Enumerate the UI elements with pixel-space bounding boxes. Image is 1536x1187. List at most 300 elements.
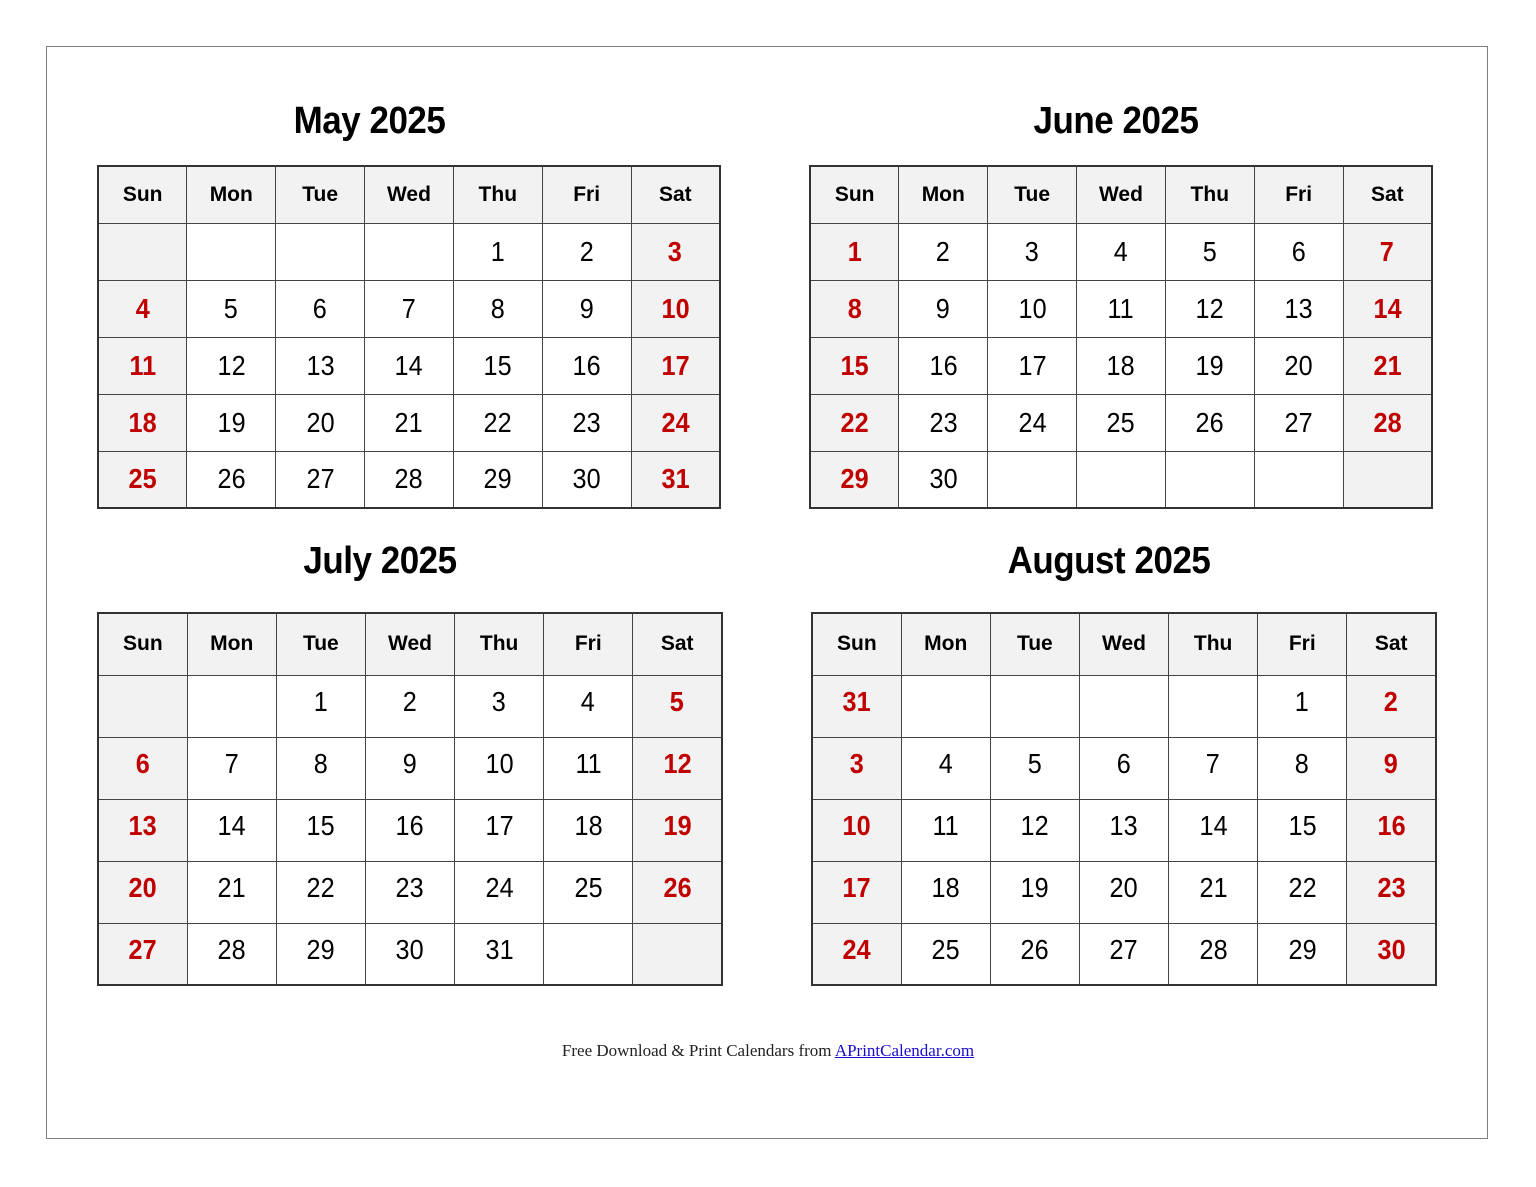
day-cell	[633, 861, 722, 923]
month-title: May 2025	[293, 100, 446, 142]
day-cell	[187, 337, 276, 394]
day-cell	[187, 394, 276, 451]
week-row	[812, 923, 1436, 985]
day-number: 24	[842, 933, 871, 965]
day-cell	[276, 337, 365, 394]
day-number: 29	[1288, 933, 1317, 965]
day-number: 12	[663, 747, 692, 779]
weekday-header-thu: Thu	[1169, 613, 1258, 675]
day-cell	[1079, 799, 1168, 861]
day-number: 2	[402, 685, 418, 717]
day-cell	[1077, 223, 1166, 280]
empty-day-cell	[901, 675, 990, 737]
day-number: 18	[128, 406, 157, 438]
day-cell	[1079, 737, 1168, 799]
weekday-header-tue: Tue	[276, 166, 365, 223]
day-number: 1	[1295, 685, 1310, 717]
day-cell	[1165, 337, 1254, 394]
day-cell	[542, 337, 631, 394]
day-cell	[365, 799, 454, 861]
day-number: 21	[217, 871, 246, 903]
day-number: 1	[490, 235, 505, 267]
day-number: 14	[217, 809, 246, 841]
day-cell	[542, 280, 631, 337]
day-number: 24	[1018, 406, 1047, 438]
weekday-header-sat: Sat	[1343, 166, 1432, 223]
day-cell	[990, 861, 1079, 923]
day-cell	[812, 675, 901, 737]
day-cell	[1258, 861, 1347, 923]
day-cell	[1254, 394, 1343, 451]
day-number: 2	[579, 235, 594, 267]
calendar-grid	[809, 165, 1433, 509]
footer	[0, 1041, 1536, 1061]
weekday-header-mon: Mon	[187, 166, 276, 223]
weekday-header-fri: Fri	[542, 166, 631, 223]
day-cell	[1254, 223, 1343, 280]
day-cell	[810, 223, 899, 280]
day-cell	[1077, 337, 1166, 394]
day-cell	[455, 861, 544, 923]
day-number: 12	[1195, 292, 1224, 324]
day-number: 21	[1373, 349, 1402, 381]
day-number: 18	[574, 809, 603, 841]
day-number: 22	[1288, 871, 1317, 903]
day-number: 13	[1109, 809, 1139, 841]
day-number: 9	[1384, 747, 1399, 779]
day-cell	[1343, 394, 1432, 451]
day-cell	[1165, 280, 1254, 337]
day-cell	[453, 394, 542, 451]
day-number: 30	[929, 463, 958, 495]
day-number: 17	[485, 809, 514, 841]
day-number: 9	[936, 292, 951, 324]
day-number: 23	[572, 406, 601, 438]
day-number: 20	[1109, 871, 1139, 903]
day-number: 14	[1199, 809, 1228, 841]
weekday-header-thu: Thu	[453, 166, 542, 223]
day-cell	[1254, 337, 1343, 394]
day-number: 27	[128, 933, 157, 965]
day-number: 9	[579, 292, 594, 324]
day-cell	[187, 861, 276, 923]
day-number: 28	[1373, 406, 1402, 438]
day-number: 1	[847, 235, 862, 267]
day-number: 29	[483, 463, 512, 495]
day-number: 3	[1025, 235, 1040, 267]
day-cell	[899, 280, 988, 337]
day-number: 20	[306, 406, 335, 438]
day-cell	[631, 394, 720, 451]
weekday-header-tue: Tue	[990, 613, 1079, 675]
day-cell	[187, 923, 276, 985]
day-number: 17	[842, 871, 871, 903]
day-cell	[633, 737, 722, 799]
day-cell	[276, 280, 365, 337]
day-cell	[1258, 799, 1347, 861]
day-cell	[365, 337, 454, 394]
day-cell	[633, 675, 722, 737]
day-number: 15	[840, 349, 869, 381]
day-number: 30	[1377, 933, 1406, 965]
month-title: August 2025	[1007, 540, 1211, 582]
day-number: 20	[1284, 349, 1313, 381]
day-number: 15	[1288, 809, 1317, 841]
month-title: June 2025	[1033, 100, 1199, 142]
day-cell	[453, 280, 542, 337]
day-number: 30	[395, 933, 425, 965]
day-cell	[365, 394, 454, 451]
day-number: 4	[135, 292, 150, 324]
day-number: 7	[224, 747, 239, 779]
day-number: 5	[1202, 235, 1217, 267]
weekday-header-thu: Thu	[1165, 166, 1254, 223]
day-number: 18	[931, 871, 960, 903]
day-cell	[631, 223, 720, 280]
empty-day-cell	[1077, 451, 1166, 508]
day-number: 10	[661, 292, 690, 324]
day-cell	[1347, 799, 1436, 861]
day-cell	[544, 861, 633, 923]
weekday-header-sun: Sun	[812, 613, 901, 675]
empty-day-cell	[1169, 675, 1258, 737]
day-number: 13	[1284, 292, 1313, 324]
empty-day-cell	[633, 923, 722, 985]
week-row	[98, 337, 720, 394]
day-number: 26	[1195, 406, 1224, 438]
week-row	[810, 451, 1432, 508]
day-cell	[542, 223, 631, 280]
day-cell	[276, 451, 365, 508]
day-cell	[1169, 861, 1258, 923]
day-number: 25	[1106, 406, 1135, 438]
weekday-header-row	[98, 166, 720, 223]
day-cell	[631, 337, 720, 394]
day-number: 15	[306, 809, 335, 841]
day-number: 4	[581, 685, 596, 717]
day-number: 12	[1020, 809, 1049, 841]
week-row	[98, 861, 722, 923]
day-number: 10	[485, 747, 514, 779]
day-number: 28	[217, 933, 246, 965]
day-cell	[1347, 675, 1436, 737]
day-cell	[1258, 675, 1347, 737]
weekday-header-wed: Wed	[365, 613, 454, 675]
weekday-header-fri: Fri	[1258, 613, 1347, 675]
day-number: 11	[575, 747, 602, 779]
day-cell	[988, 280, 1077, 337]
day-number: 8	[490, 292, 505, 324]
day-cell	[1079, 861, 1168, 923]
day-cell	[1077, 394, 1166, 451]
day-number: 5	[1027, 747, 1042, 779]
day-number: 2	[936, 235, 951, 267]
week-row	[98, 394, 720, 451]
day-cell	[812, 923, 901, 985]
day-number: 3	[849, 747, 864, 779]
day-cell	[990, 799, 1079, 861]
day-cell	[453, 337, 542, 394]
day-cell	[365, 737, 454, 799]
day-cell	[276, 394, 365, 451]
day-number: 31	[842, 685, 871, 717]
day-cell	[1343, 280, 1432, 337]
weekday-header-sat: Sat	[1347, 613, 1436, 675]
day-cell	[365, 451, 454, 508]
day-cell	[810, 394, 899, 451]
day-number: 22	[483, 406, 512, 438]
empty-day-cell	[988, 451, 1077, 508]
week-row	[812, 675, 1436, 737]
day-number: 16	[395, 809, 425, 841]
footer-text: Free Download & Print Calendars from	[561, 1041, 835, 1060]
day-cell	[901, 923, 990, 985]
day-cell	[1079, 923, 1168, 985]
day-cell	[1343, 337, 1432, 394]
day-number: 23	[929, 406, 958, 438]
weekday-header-row	[812, 613, 1436, 675]
day-cell	[899, 223, 988, 280]
day-cell	[1254, 280, 1343, 337]
day-number: 14	[394, 349, 423, 381]
day-number: 25	[574, 871, 603, 903]
empty-day-cell	[1343, 451, 1432, 508]
weekday-header-sun: Sun	[98, 166, 187, 223]
day-number: 1	[313, 685, 328, 717]
day-cell	[276, 923, 365, 985]
day-number: 18	[1106, 349, 1135, 381]
calendar-grid	[97, 165, 721, 509]
day-cell	[810, 280, 899, 337]
day-cell	[365, 923, 454, 985]
day-number: 5	[224, 292, 239, 324]
day-cell	[98, 337, 187, 394]
weekday-header-sat: Sat	[631, 166, 720, 223]
day-number: 7	[1380, 235, 1395, 267]
empty-day-cell	[1079, 675, 1168, 737]
day-number: 24	[661, 406, 690, 438]
day-number: 13	[128, 809, 157, 841]
day-number: 8	[847, 292, 862, 324]
day-cell	[187, 280, 276, 337]
day-number: 17	[661, 349, 690, 381]
week-row	[810, 394, 1432, 451]
day-number: 7	[401, 292, 416, 324]
day-number: 4	[1113, 235, 1128, 267]
day-number: 26	[1020, 933, 1049, 965]
day-cell	[98, 394, 187, 451]
day-cell	[810, 337, 899, 394]
weekday-header-thu: Thu	[455, 613, 544, 675]
day-number: 25	[128, 463, 157, 495]
day-cell	[276, 799, 365, 861]
day-number: 19	[217, 406, 246, 438]
day-number: 19	[663, 809, 692, 841]
week-row	[98, 737, 722, 799]
day-cell	[544, 799, 633, 861]
weekday-header-fri: Fri	[544, 613, 633, 675]
empty-day-cell	[1254, 451, 1343, 508]
day-number: 14	[1373, 292, 1402, 324]
day-cell	[1165, 394, 1254, 451]
day-cell	[812, 799, 901, 861]
weekday-header-mon: Mon	[187, 613, 276, 675]
day-cell	[990, 923, 1079, 985]
week-row	[98, 923, 722, 985]
day-number: 11	[1107, 292, 1135, 324]
day-number: 23	[1377, 871, 1406, 903]
day-cell	[899, 337, 988, 394]
day-number: 12	[217, 349, 246, 381]
day-number: 31	[485, 933, 514, 965]
week-row	[98, 280, 720, 337]
day-cell	[988, 394, 1077, 451]
day-number: 11	[129, 349, 156, 381]
weekday-header-sun: Sun	[98, 613, 187, 675]
day-cell	[98, 923, 187, 985]
week-row	[98, 451, 720, 508]
day-cell	[1343, 223, 1432, 280]
website-link[interactable]: APrintCalendar.com	[834, 1041, 975, 1060]
day-cell	[187, 737, 276, 799]
month-title: July 2025	[303, 540, 457, 582]
day-cell	[899, 451, 988, 508]
day-cell	[544, 675, 633, 737]
day-number: 22	[840, 406, 869, 438]
day-cell	[365, 280, 454, 337]
calendar-grid	[97, 612, 723, 986]
day-number: 6	[1116, 747, 1132, 779]
day-cell	[542, 451, 631, 508]
empty-day-cell	[276, 223, 365, 280]
day-cell	[455, 799, 544, 861]
day-cell	[187, 799, 276, 861]
day-cell	[901, 737, 990, 799]
weekday-header-row	[98, 613, 722, 675]
day-cell	[1165, 223, 1254, 280]
day-cell	[276, 675, 365, 737]
day-number: 27	[1109, 933, 1139, 965]
weekday-header-row	[810, 166, 1432, 223]
day-cell	[631, 451, 720, 508]
day-cell	[901, 799, 990, 861]
day-cell	[1347, 737, 1436, 799]
day-number: 27	[1284, 406, 1313, 438]
day-cell	[98, 451, 187, 508]
day-number: 9	[402, 747, 418, 779]
day-number: 16	[1377, 809, 1406, 841]
day-cell	[988, 337, 1077, 394]
day-number: 28	[394, 463, 423, 495]
day-number: 19	[1195, 349, 1224, 381]
day-number: 4	[938, 747, 953, 779]
day-cell	[455, 923, 544, 985]
day-number: 27	[306, 463, 335, 495]
day-cell	[1347, 861, 1436, 923]
weekday-header-wed: Wed	[365, 166, 454, 223]
week-row	[98, 223, 720, 280]
day-cell	[453, 451, 542, 508]
week-row	[812, 799, 1436, 861]
empty-day-cell	[98, 675, 187, 737]
day-cell	[455, 675, 544, 737]
day-cell	[365, 861, 454, 923]
day-number: 30	[572, 463, 601, 495]
empty-day-cell	[365, 223, 454, 280]
day-number: 5	[670, 685, 685, 717]
weekday-header-sun: Sun	[810, 166, 899, 223]
day-number: 10	[1018, 292, 1047, 324]
day-number: 6	[313, 292, 328, 324]
day-number: 17	[1018, 349, 1047, 381]
day-cell	[988, 223, 1077, 280]
day-number: 20	[128, 871, 157, 903]
day-number: 8	[1295, 747, 1310, 779]
empty-day-cell	[990, 675, 1079, 737]
weekday-header-tue: Tue	[988, 166, 1077, 223]
day-number: 3	[668, 235, 683, 267]
day-cell	[98, 280, 187, 337]
day-cell	[453, 223, 542, 280]
day-number: 3	[492, 685, 507, 717]
day-number: 25	[931, 933, 960, 965]
day-cell	[810, 451, 899, 508]
week-row	[810, 223, 1432, 280]
day-number: 7	[1206, 747, 1221, 779]
day-cell	[1169, 737, 1258, 799]
day-number: 6	[135, 747, 150, 779]
weekday-header-sat: Sat	[633, 613, 722, 675]
week-row	[812, 861, 1436, 923]
day-number: 13	[306, 349, 335, 381]
day-cell	[1347, 923, 1436, 985]
empty-day-cell	[98, 223, 187, 280]
weekday-header-wed: Wed	[1079, 613, 1168, 675]
day-number: 21	[1199, 871, 1228, 903]
week-row	[810, 280, 1432, 337]
day-cell	[1169, 799, 1258, 861]
day-number: 23	[395, 871, 425, 903]
day-number: 19	[1020, 871, 1049, 903]
day-cell	[1258, 737, 1347, 799]
day-cell	[1077, 280, 1166, 337]
day-cell	[990, 737, 1079, 799]
day-number: 26	[217, 463, 246, 495]
day-cell	[1258, 923, 1347, 985]
day-number: 29	[840, 463, 869, 495]
day-number: 15	[483, 349, 512, 381]
day-cell	[631, 280, 720, 337]
day-cell	[899, 394, 988, 451]
day-cell	[455, 737, 544, 799]
empty-day-cell	[544, 923, 633, 985]
day-cell	[98, 861, 187, 923]
day-number: 24	[485, 871, 514, 903]
day-cell	[901, 861, 990, 923]
day-cell	[98, 799, 187, 861]
day-number: 16	[572, 349, 601, 381]
week-row	[812, 737, 1436, 799]
day-cell	[1169, 923, 1258, 985]
weekday-header-tue: Tue	[276, 613, 365, 675]
weekday-header-wed: Wed	[1077, 166, 1166, 223]
empty-day-cell	[187, 223, 276, 280]
weekday-header-mon: Mon	[901, 613, 990, 675]
empty-day-cell	[187, 675, 276, 737]
day-number: 31	[661, 463, 690, 495]
empty-day-cell	[1165, 451, 1254, 508]
day-number: 8	[313, 747, 328, 779]
